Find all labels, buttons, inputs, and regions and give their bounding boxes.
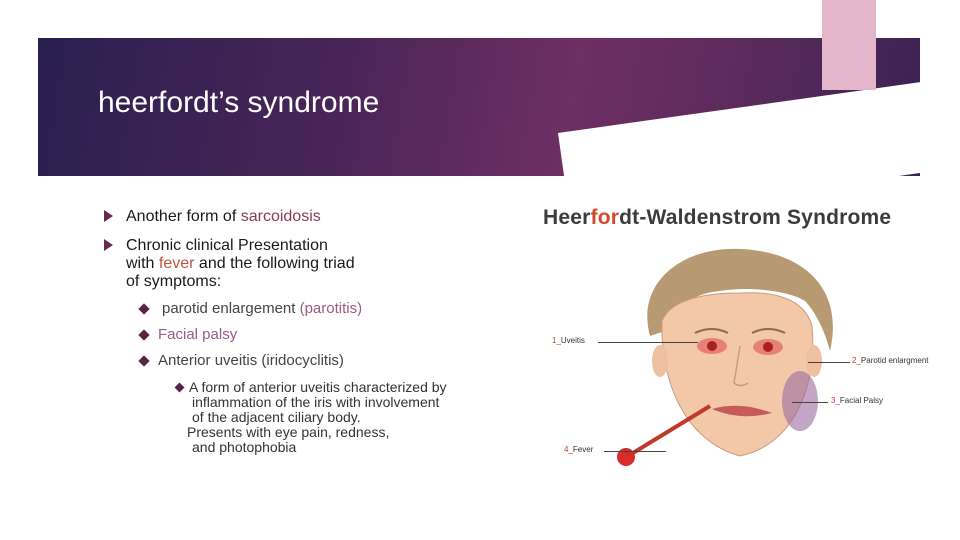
bullet-line: Chronic clinical Presentation <box>126 237 328 254</box>
detail-line: Presents with eye pain, redness, <box>187 424 390 440</box>
figure-title-part: Heer <box>543 206 591 229</box>
sub-bullet-paren: (iridocyclitis) <box>261 352 344 369</box>
bullet-text: and the following triad <box>194 255 355 272</box>
label-number: 1_ <box>552 336 561 345</box>
sub-bullet-paren: (parotitis) <box>299 300 363 317</box>
label-uveitis <box>552 336 585 345</box>
sub-bullet-parotid <box>162 300 362 318</box>
accent-block <box>822 0 876 90</box>
right-iris <box>763 342 773 352</box>
sub-bullet-diamond-icon <box>138 355 149 366</box>
bullet-line: of symptoms: <box>126 273 222 290</box>
leader-line <box>792 402 828 403</box>
label-parotid <box>852 356 929 365</box>
highlight-fever: fever <box>158 255 195 272</box>
label-number: 2_ <box>852 356 861 365</box>
sub-bullet-uveitis <box>158 352 344 370</box>
leader-line <box>808 362 850 363</box>
left-ear <box>652 345 668 377</box>
bullet-arrow-icon <box>104 239 113 251</box>
slide-title: heerfordt’s syndrome <box>98 86 380 119</box>
detail-line: of the adjacent ciliary body. <box>192 409 361 425</box>
sub-bullet-text: Facial palsy <box>158 326 238 343</box>
detail-line: inflammation of the iris with involvement <box>192 394 440 410</box>
sub-bullet-diamond-icon <box>138 303 149 314</box>
leader-line <box>604 451 666 452</box>
bullet-sarcoidosis <box>126 208 321 226</box>
right-ear <box>806 345 822 377</box>
detail-uveitis <box>189 380 447 455</box>
label-facial-palsy <box>831 396 883 405</box>
sub-bullet-diamond-icon <box>138 329 149 340</box>
bullet-arrow-icon <box>104 210 113 222</box>
detail-diamond-icon <box>175 383 185 393</box>
label-number: 4_ <box>564 445 573 454</box>
detail-line: and photophobia <box>192 439 297 455</box>
label-fever <box>564 445 593 454</box>
label-text: Fever <box>572 445 594 454</box>
label-number: 3_ <box>831 396 840 405</box>
figure-title <box>543 206 891 230</box>
face-illustration <box>600 241 870 466</box>
sub-bullet-text: parotid enlargement <box>162 300 296 317</box>
highlight-sarcoidosis: sarcoidosis <box>240 208 321 225</box>
label-text: Parotid enlargment <box>860 356 929 365</box>
figure-title-part: dt-Waldenstrom Syndrome <box>619 206 892 229</box>
label-text: Uveitis <box>560 336 585 345</box>
bullet-chronic-presentation <box>126 237 355 291</box>
syndrome-illustration <box>540 196 940 476</box>
left-iris <box>707 341 717 351</box>
sub-bullet-facial-palsy <box>158 326 237 344</box>
bullet-text: with <box>126 255 159 272</box>
parotid-swelling <box>782 371 818 431</box>
bullet-line <box>126 255 355 273</box>
leader-line <box>598 342 698 343</box>
label-text: Facial Palsy <box>839 396 884 405</box>
detail-line: A form of anterior uveitis characterized by <box>189 379 447 395</box>
sub-bullet-text: Anterior uveitis <box>158 352 258 369</box>
figure-title-part: for <box>590 206 620 229</box>
face-shape <box>662 293 813 456</box>
bullet-text: Another form of <box>126 208 241 225</box>
